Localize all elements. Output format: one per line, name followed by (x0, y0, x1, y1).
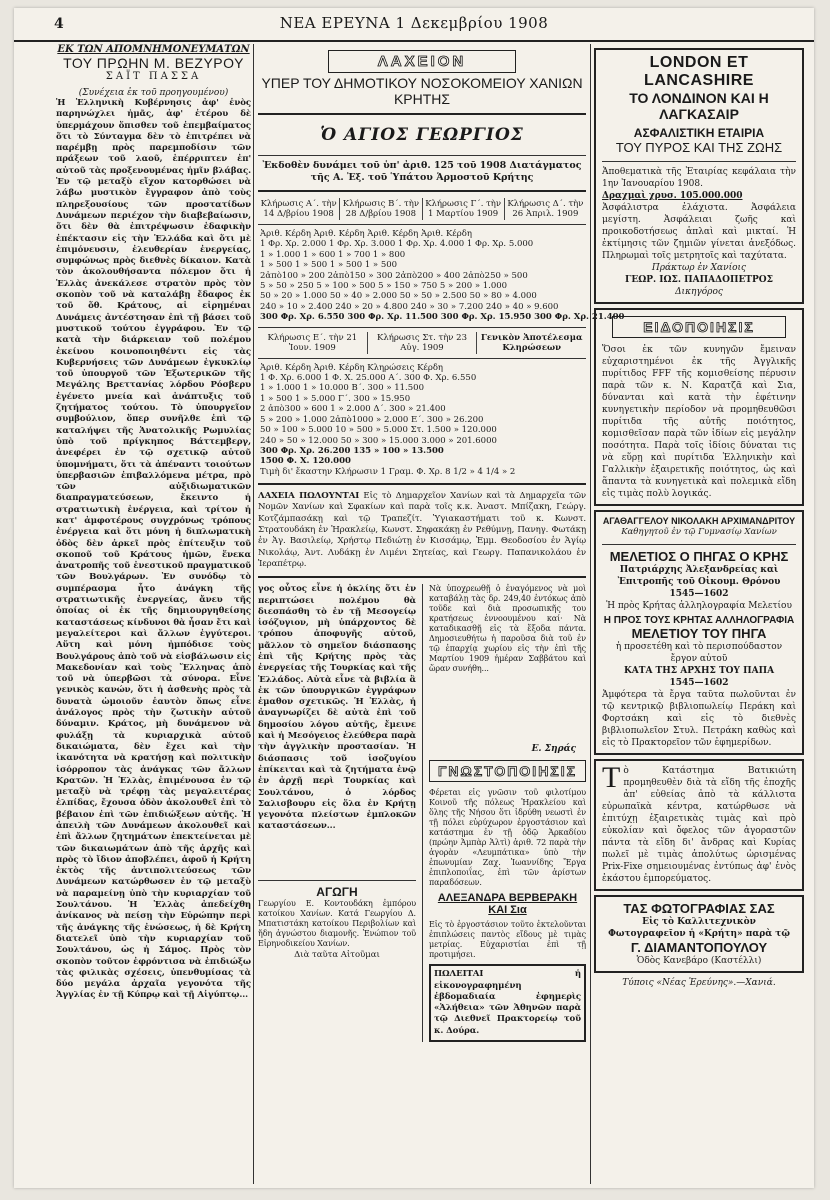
agogi-title: ΑΓΩΓΗ (316, 885, 358, 900)
newspaper-title: ΝΕΑ ΕΡΕΥΝΑ 1 Δεκεμβρίου 1908 (279, 14, 549, 32)
table-cell: 1 Φ. Χρ. 6.000 1 Φ. Χ. 25.000 Α΄. 300 Φ. Χρ. 6.550 (260, 373, 477, 384)
insurance-subtitle2: ΤΟΥ ΠΥΡΟΣ ΚΑΙ ΤΗΣ ΖΩΗΣ (615, 140, 783, 155)
table-row (258, 363, 586, 373)
masthead (14, 8, 814, 42)
divider (602, 544, 796, 545)
lottery-box-title: ΛΑΧΕΙΟΝ (328, 50, 516, 73)
divider (258, 358, 586, 359)
table-row (258, 467, 586, 477)
table-row (258, 239, 626, 249)
table-row (258, 404, 586, 414)
agogi-text: Γεωργίου Ε. Κοντουδάκη ἐμπόρου κατοίκου Χανίων. Κατά Γεωργίου Δ. Μπατιστάκη κατοίκου Περιβολίων καὶ ἤδη ἀγνώστου διαμονῆς. Ἐνώπιον τοῦ Εἰρηνοδικείου Χανίων. (258, 899, 416, 949)
table-row (258, 302, 626, 312)
book2-head: Η ΠΡΟΣ ΤΟΥΣ ΚΡΗΤΑΣ ΑΛΛΗΛΟΓΡΑΦΙΑ (603, 615, 795, 626)
column-ads (594, 44, 804, 1184)
lottery-decree: Ἐκδοθὲν δυνάμει τοῦ ὑπ' ἀριθ. 125 τοῦ 1908 Διατάγματος τῆς Α. Ἐξ. τοῦ Ὑπάτου Ἁρμοστοῦ Κρήτης (262, 160, 582, 183)
table-cell: 300 Φρ. Χρ. 6.550 300 Φρ. Χρ. 11.500 300 Φρ. Χρ. 15.950 300 Φρ. Χρ. 21.400 (260, 312, 625, 323)
weekly-box (429, 964, 586, 1042)
sellers-text: Εἰς τὸ Δημαρχεῖον Χανίων καὶ τὰ Δημαρχεῖα τῶν Νομῶν Χανίων καὶ Σφακίων καὶ παρὰ τοῖς κ.κ. Ἀναστ. Μπίζακη, Γεώργ. Κοτζάμπασάκῃ καὶ τῷ Τραπεζίτ. Ὑγιακαστήματι τοῦ κ. Κωνστ. Στρατουδάκη ἐν Ἡρακλείῳ, Κωνστ. Σηφακάκῃ ἐν Ρεθύμνῃ, Πανηγ. Φωτάκῃ ἐν Ἀγ. Βασιλείῳ, Χρήστῳ Πεδιώτῃ ἐν Κισσάμῳ, Ἐμμ. Θεοδοσίου ἐν Ἁγίῳ Νικολάῳ, Ἀντ. Λυδάκῃ ἐν Λιμένι Σητείας, καὶ Γεωργ. Παπανικολάου ἐν Ἱεραπέτρῳ. (258, 491, 586, 569)
book-years: 1545—1602 (669, 589, 729, 599)
gnosto-text: Φέρεται εἰς γνῶσιν τοῦ φιλοτίμου Κοινοῦ τῆς πόλεως Ἡρακλείου καὶ ὅλης τῆς Νήσου ὅτι ἰδρύθη νεωστὶ ἐν τῇ πόλει εὐρύχωρον ἐργοστάσιον καὶ κατάστημα ἐν τῇ ὁδῷ Ἀρκαδίου (πρώην Ἀμπὰρ Ἀλτὶ) ἀριθ. 72 παρὰ τὴν ἀγορὰν «Λευμπάτικα» ὑπὸ τὴν ἐπωνυμίαν Ζαχ. Ἰωαννίδης Ἔργα ἐπιπλοποιΐας, ἐπὶ τῶν ἀρίστων παραδόσεων. (428, 788, 586, 888)
dropcap: Τ (602, 761, 621, 794)
table-cell: 1 » 1.000 1 » 10.000 Β΄. 300 » 11.500 (260, 383, 424, 394)
insurance-ad (594, 48, 804, 304)
book-author: ΑΓΑΘΑΓΓΕΛΟΥ ΝΙΚΟΛΑΚΗ ΑΡΧΙΜΑΝΔΡΙΤΟΥ (602, 516, 796, 526)
table-cell: 5 » 50 » 250 5 » 100 » 500 5 » 150 » 750 5 » 200 » 1.000 (260, 281, 508, 292)
table-row (258, 436, 586, 446)
sellers-block (258, 491, 586, 570)
article-author: ΣΑΪΤ ΠΑΣΣΑ (105, 71, 202, 82)
book-ad (594, 510, 804, 755)
sellers-heading: ΛΑΧΕΙΑ ΠΩΛΟΥΝΤΑΙ (258, 491, 360, 502)
divider (258, 190, 586, 192)
inner-rule (422, 584, 423, 1042)
weekly-text: ΠΩΛΕΙΤΑΙ ἡ εἰκονογραφημένη ἑβδομαδιαία ἐφημερὶς «Ἀλήθεια» τῶν Ἀθηνῶν παρὰ τῷ Διεθνεῖ Πρακτορείῳ τοῦ κ. Δούρα. (433, 969, 581, 1036)
table-cell: 2 ἀπὸ300 » 600 1 » 2.000 Δ΄. 300 » 21.400 (260, 404, 446, 415)
book2-text: ἡ προσετέθη καὶ τὸ περισπούδαστον ἔργον αὐτοῦ (615, 642, 783, 664)
store-ad (594, 759, 804, 891)
divider (602, 161, 796, 162)
table-cell: 50 » 20 » 1.000 50 » 40 » 2.000 50 » 50 » 2.500 50 » 80 » 4.000 (260, 291, 537, 302)
table-cell: 240 » 50 » 12.000 50 » 300 » 15.000 3.000 » 201.6000 (260, 435, 497, 446)
article-kicker: ΕΚ ΤΩΝ ΑΠΟΜΝΗΜΟΝΕΥΜΑΤΩΝ (57, 44, 250, 55)
memoirs-body: Ἡ Ἑλληνικὴ Κυβέρνησις ἀφ' ἑνὸς παρηνώχλει ἡμᾶς, ἀφ' ἑτέρου δὲ ὑπερμάχουν ὅπισθεν τοῦ ἐπεμβαίματος ὅτι τὸ Σύνταγμα δὲν τὸ ἐπιτρέπει νὰ παρέμβῃ πρὸς παρεμποδίσιν τῶν πράξεων τοῦ λαοῦ, ἐπέρριπτεν ἐπ' αὐτοῦ τὰς προξενουμένας ἡμῖν βλάβας. Ἐν τῷ μεταξὺ εἴχον κατορθώσει νὰ λάβω μυστικὸν ἔγγραφον ἀπὸ τοὺς πληρεξουσίους τῶν προστατίδων Δυνάμεων περιέχον τὴν διαβεβαίωσιν, ὅτι δὲν θὰ ἐπιτρέψωσιν ἐδαφικὴν ἐπέκτασιν εἰς τὴν Ἑλλάδα καὶ ὅτι μὲ ἐπιμόνευσιν, ἐλευθερίαν ἐνεργείας, συμφώνως πρὸς διεθνὲς δίκαιον. Κατὰ τὸν ἀκολουθήσαντα πόλεμον ὅτι ἡ Ἑλλὰς ἀνεκάλεσε στρατὸν πρὸς τὸν σκοπὸν τοῦ νὰ καταλάβῃ ἔδαφος ἐκ τοῦ ὅθ. Κράτους, αἱ εἰρημέναι Δυνάμεις ἀντέστησαν ἐπὶ τῇ βάσει τοῦ μυστικοῦ τούτου ἐγγράφου. Ἐν τῷ κατὰ τὴν διάρκειαν τοῦ πολέμου ἐκείνου κοινοποιηθέντι εἰς τὰς Κυβερνήσεις τῶν Δυνάμεων ἐγκυκλίῳ τοῦ ὑπουργοῦ τῶν Ἐξωτερικῶν τῆς Μεγάλης Βρεττανίας λόρδου Ρόσβερυ ἐγένετο μνεία καὶ ἀνάπτυξις τοῦ ζητήματος τούτου. Τὸ ὑπουργεῖον συμβούλιον, ὅπερ συνῆλθε ἐπὶ τῷ καταλήψει τῆς Ἀνατολικῆς Ρωμυλίας ὑπὸ τοῦ πρίγκηπος Βάττεμβεργ, ἀνεφέρει ἐν τῷ σχετικῷ αὐτοῦ ὑπομνήματι, ὅτι τὰ ἀπέναντι τοιούτων ὑπερβασιῶν ἐπιβαλλόμενα μέτρα, πρὸ τῶν αὐξιδιωματικῶν διαπραγματεύσεων, ἔκειντο ἡ στρατιωτικὴ ἐνέργεια, καὶ τρίτον ἡ κατ' ἀμφοτέρους συγχρόνως τρόπους ἐνέργεια καὶ ὅτι μόνη ἡ διπλωματικὴ ὁδὸς δὲν ἀρκεῖ πρὸς ἐπίτευξιν τοῦ σκοποῦ τοῦ Κράτους ἡμῶν, ἕνεκα ἀνατροπῆς τοῦ ἐνεστικοῦ πραγματικοῦ τῶν Βουλγάρων. Ἐν συνόδῳ τὸ συμπέρασμα ἦτο ἀνάγκη τῆς στρατιωτικῆς ἐνεργείας, ἄνευ τῆς ὁποίας οἱ ἐκ τῆς δημιουργηθείσης καταστάσεως κίνδυνοι θὰ ἦσαν ἔτι καὶ μεγαλείτεροι καὶ ἄλλων ἐγγύτεροι. Αὕτη καὶ μόνη ἠμπόδισε τοὺς Βουλγάρους ἀπὸ τοῦ νὰ εἰσβάλωσιν εἰς Μακεδονίαν καὶ τοὺς Ἕλληνας ἀπὸ τοῦ νὰ ὑπερβῶσι τὰ σύνορα. Εἶνε γενικὸς κανών, ὅτι ἡ ἀσθενὴς πρὸς τὰ δυνατὰ ὡμοιοῦν ἑαυτὸν ὅπως εἶνε ἀνάλογος πρὸς τὴν ζωτικὴν αὐτοῦ δύναμιν. Κράτος, μὴ δυνάμενον νὰ φυλάξῃ τὰ κυριαρχικὰ αὐτοῦ δικαιώματα, δὲν ἔχει καὶ τὴν ἱκανότητα νὰ κρατήσῃ καὶ πολιτικὴν ἰσόρροπον τὰς ἀνάγκας τῶν ἄλλων Κρατῶν. Ἡ Ἑλλὰς, ἐπιμένουσα ἐν τῷ μεταξὺ νὰ τρέφῃ τὰς μεγαλειτέρας ἐλπίδας, ἔχουσα ὁδὸν ἀκολουθεῖ ἐπὶ τὸ βέβαιον ἐπὶ τῶν ἐπιδιώξεων αὐτῆς. Ἡ ἀπειλὴ τῶν Δυνάμεων ἀκολουθεῖ καὶ ἐπὶ ἄλλων ζητημάτων ἐπεκτείνεται μὲ τῶν δικαιωμάτων ἀπὸ τῆς ἀρχῆς καὶ πρὸς τὸ ἴδιον ἀποβλέπει, ἀφοῦ ἡ Κρήτη ἐκτὸς τῆς ἀντιπολιτεύσεως τῶν Δυνάμεων κατώρθωσεν ἐν τῷ μεταξὺ νὰ παραμείνῃ ὑπὸ τὴν κυριαρχίαν τοῦ Σουλτάνου. Ἡ Ἑλλὰς ἀπεδείχθη ἀνίκανος νὰ πείσῃ τὴν Εὐρώπην περὶ τῆς ἀνάγκης τῆς ἐνώσεως, ἡ δὲ Κρήτη διατελεῖ ὑπὸ τὴν κυριαρχίαν τοῦ Σουλτάνου, ὡς ἡ Σάμος. Πρὸς τὸν σκοπὸν τοῦτον ἐφρόντισα νὰ ἐπιδιώξω τὰς φιλικὰς σχέσεις, ὑπενθυμίσας τὰ δύο μεγάλα ἀρχαῖα γεγονότα τῆς Ἀγγλίας ἐν τῇ Κύπρῳ καὶ τῇ Αἰγύπτῳ... (56, 98, 251, 1001)
insurance-agent: ΓΕΩΡ. ΙΩΣ. ΠΑΠΑΔΟΠΕΤΡΟΣ (625, 275, 773, 285)
table-cell: Ἀριθ. Κέρδη Ἀριθ. Κέρδη Κληρώσεις Κέρδη (260, 362, 444, 373)
insurance-agent-role: Δικηγόρος (675, 287, 723, 297)
book2-years: 1545—1602 (669, 678, 729, 688)
notice-ad (594, 308, 804, 506)
prize-table-1 (258, 229, 626, 323)
table-cell: 1 » 1.000 1 » 600 1 » 700 1 » 800 (260, 249, 406, 260)
table-cell: 50 » 100 » 5.000 10 » 500 » 5.000 Στ. 1.500 » 120.000 (260, 425, 497, 436)
draw-header: Κλήρωσις Β΄. τὴν 28 Δ/βρίου 1908 (339, 198, 421, 220)
table-cell: 1 Φρ. Χρ. 2.000 1 Φρ. Χρ. 3.000 1 Φρ. Χρ. 4.000 1 Φρ. Χρ. 5.000 (260, 239, 534, 250)
column-rule-left (253, 44, 254, 1184)
table-row (258, 229, 626, 239)
lower-left (258, 584, 416, 1042)
book2-title: ΜΕΛΕΤΙΟΥ ΤΟΥ ΠΗΓΑ (631, 626, 767, 641)
divider (258, 880, 416, 881)
table-cell: Τιμὴ δι' ἕκαστην Κλήρωσιν 1 Γραμ. Φ. Χρ. 8 1/2 » 4 1/4 » 2 (260, 466, 516, 477)
divider (258, 113, 586, 115)
draw-header: Κλήρωσις Ε΄. τὴν 21 Ἰουν. 1909 (267, 332, 358, 353)
draw-headers-row1 (258, 198, 586, 220)
draw-header: Κλήρωσις Α΄. τὴν 14 Δ/βρίου 1908 (260, 199, 337, 219)
table-row (258, 425, 586, 435)
insurance-amount: Δραχμαὶ χρυσ. 105.000.000 (602, 191, 743, 201)
lawsuit-text: Νὰ ὑποχρεωθῇ ὁ ἐναγόμενος νὰ μοὶ καταβάλῃ τὰς δρ. 249,40 ἐντόκως ἀπὸ τοῦδε καὶ διὰ προσωπικῆς του κρατήσεως ἐννοουμένου καί· Νὰ καταδικασθῇ εἰς τὰ ἔξοδα πάντα. Δημοσιευθήτω ἡ παροῦσα διὰ τοῦ ἐν τῷ ἐπαρχίᾳ χωρίου εἰς τὴν ἐπὶ τῆς Μαρτίου 1909 ἡμέραν Σαββάτου καὶ ὥραν συνήθη... (428, 584, 586, 674)
column-rule-right (590, 44, 591, 1184)
alex-title: ΑΛΕΞΑΝΔΡΑ ΒΕΡΒΕΡΑΚΗ ΚΑΙ Σια (437, 892, 578, 917)
draw-header: Κλήρωσις Γ΄. τὴν 1 Μαρτίου 1909 (422, 198, 504, 220)
store-text (602, 761, 796, 885)
table-row (258, 281, 626, 291)
insurance-agent-label: Πράκτωρ ἐν Χανίοις (651, 263, 747, 273)
divider (258, 483, 586, 485)
printer-note: Τύποις «Νέας Ἐρεύνης».—Χανιά. (622, 978, 776, 988)
crete-article-text: γος οὗτος εἶνε ἡ ὀκλίης ὅτι ἐν περιπτώσει πολέμου θὰ διεσπάσθη τὸ ἐν τῇ Μεσογείῳ ἰσόζυγιον, μὴ ὑπάρχοντος δὲ τρόπου ἀποφυγῆς αὐτοῦ, μᾶλλον τὸ σημεῖον διάσπασης ἐπὶ τῆς Κρήτης πρὸς τὰς ἐνεργείας τῆς Τουρκίας καὶ τῆς Ἑλλάδος. Αὐτὰ εἶνε τὰ βιβλία ἃ ἐκ τῶν ὑπουργικῶν ἐγγράφων ἐμαθον σχετικῶς. Ἡ Ἑλλὰς, ἡ ἀναγνωρίζει δὲ αὐτὰ ἐπὶ τοῦ δημοσίου λόγου αὐτῆς, ἔμεινε καὶ ἡ Μεσόγειος ἐλεύθερα παρὰ τὴν ἀγγλικὴν προστασίαν. Ἡ διάσπασις τοῦ ἰσοζυγίου ἐπίκειται καὶ τὰ ζητήματα ἐνῷ ἐν ἀρχῇ περὶ Τουρκίας καὶ Σουλτάνου, ὁ λόρδος Σαλισβουρυ εἰς ὅλα ἐν Κρήτῃ γεγονότα πλείστων ἐμπλοκῶν καταστάσεων... (258, 584, 416, 832)
insurance-title: LONDON ET LANCASHIRE (644, 54, 754, 89)
table-row (258, 260, 626, 270)
photo-text: Εἰς τὸ Καλλιτεχνικὸν Φωτογραφεῖον ἡ «Κρήτη» παρὰ τῷ (608, 917, 790, 939)
continued-note: (Συνέχεια ἐκ τοῦ προηγουμένου) (78, 88, 229, 98)
agogi-close: Διὰ ταῦτα Αἰτοῦμαι (294, 950, 380, 961)
newspaper-page (14, 8, 814, 1188)
table-cell: 300 Φρ. Χρ. 26.200 135 » 100 » 13.500 (260, 445, 444, 456)
lawsuit-signature: Ε. Σηράς (531, 744, 576, 755)
table-row (258, 394, 586, 404)
insurance-subtitle: ΑΣΦΑΛΙΣΤΙΚΗ ΕΤΑΙΡΙΑ (633, 126, 765, 140)
divider (258, 224, 586, 225)
table-cell: 2ἀπὸ100 » 200 2ἀπὸ150 » 300 2ἀπὸ200 » 400 2ἀπὸ250 » 500 (260, 270, 528, 281)
article-headline: ΤΟΥ ΠΡΩΗΝ Μ. ΒΕΖΥΡΟΥ (63, 55, 244, 71)
draw-header: Κλήρωσις Στ. τὴν 23 Αὐγ. 1909 (367, 332, 477, 354)
lower-articles (258, 584, 586, 1042)
table-row (258, 250, 626, 260)
table-cell: 1 » 500 1 » 500 1 » 500 1 » 500 (260, 260, 398, 271)
book-text: Ἡ πρὸς Κρήτας ἀλληλογραφία Μελετίου (606, 601, 792, 611)
divider (258, 327, 586, 328)
book-subtitle: Πατριάρχης Ἀλεξανδρείας καὶ Ἐπιτροπῆς τοῦ Οἰκουμ. Θρόνου (617, 565, 781, 587)
lottery-heading: ΥΠΕΡ ΤΟΥ ΔΗΜΟΤΙΚΟΥ ΝΟΣΟΚΟΜΕΙΟΥ ΧΑΝΙΩΝ ΚΡΗΤΗΣ (261, 75, 583, 107)
book-author-role: Καθηγητοῦ ἐν τῷ Γυμνασίῳ Χανίων (621, 527, 777, 537)
draw-header: Γενικὸν Ἀποτέλεσμα Κληρώσεων (476, 332, 586, 354)
photo-title: ΤΑΣ ΦΩΤΟΓΡΑΦΙΑΣ ΣΑΣ (623, 901, 775, 916)
photo-ad (594, 895, 804, 973)
column-lottery (258, 44, 625, 1184)
table-row (258, 271, 626, 281)
draw-header: Κλήρωσις Δ΄. τὴν 26 Ἀπριλ. 1909 (504, 198, 586, 220)
draw-headers-row2 (258, 332, 586, 354)
table-cell: 240 » 10 » 2.400 240 » 20 » 4.800 240 » 30 » 7.200 240 » 40 » 9.600 (260, 301, 559, 312)
gnosto-title: ΓΝΩΣΤΟΠΟΙΗΣΙΣ (429, 760, 586, 782)
lottery-name: Ὁ ΑΓΙΟΣ ΓΕΩΡΓΙΟΣ (320, 125, 524, 145)
table-cell: 5 » 200 » 1.000 2ἀπὸ1000 » 2.000 Ε΄. 300 » 26.200 (260, 414, 484, 425)
notice-text: Ὅσοι ἐκ τῶν κυνηγῶν ἔμειναν εὐχαριστημένοι ἐκ τῆς Ἀγγλικῆς πυρίτιδος FFF τῆς κομισθείσης πέρυσιν παρὰ τῶν κ. Ν. Καρατζᾶ καὶ Σια, δύνανται καὶ κατὰ τὴν ἐφέτινην κυνηγετικὴν περίοδον νὰ προμηθευθῶσι πυρίτιδα τῆς αὐτῆς ποιότητος, κομισθεῖσαν παρὰ τῶν ἰδίων εἰς μεγάλην ποσότητα. Παρὰ τοῖς ἰδίοις δύναται τις νὰ εὕρῃ καὶ πυρίτιδα Ἑλληνικὴν καὶ Γαλλικὴν ἐξαιρετικῆς ποιότητος, ὡς καὶ ἅπαντα τὰ κυνηγετικὰ καὶ πολεμικὰ εἴδη εἰς τιμὰς πολὺ λογικάς. (602, 345, 796, 499)
store-body: ὸ Κατάστημα Βατικιώτη προμηθευθὲν διὰ τὰ εἴδη τῆς ἐποχῆς ἀπ' εὐθείας ἀπὸ τὰ κάλλιστα εὐρωπαϊκὰ κέντρα, κατώρθωσε νὰ ἐπιτύχῃ ἐξαιρετικὰς τιμὰς καὶ πρὸ εὐκολίαν καὶ ὄφελος τῶν ἀγοραστῶν πάντα τὰ εἴδη δι' ἄνδρας καὶ Κυρίας πωλεῖ μὲ τιμὰς ἀπολύτως ὡρισμένας Prix-Fixe σημειουμένας ἐντύπως ἀφ' ἑνὸς ἑκάστου ἐμπορεύματος. (602, 766, 796, 884)
photo-name: Γ. ΔΙΑΜΑΝΤΟΠΟΥΛΟΥ (630, 940, 768, 955)
table-cell: 1 » 500 1 » 5.000 Γ΄. 300 » 15.950 (260, 393, 411, 404)
insurance-text2: Ἀσφάλιστρα ἐλάχιστα. Ἀσφάλεια μεγίστη. Ἀσφάλειαι ζωῆς καὶ προικοδοτήσεως ἁπλαὶ καὶ μικταί. Ἡ ἐκτίμησις τῶν ζημιῶν γίνεται ἀνεξόδως. Πληρωμαὶ τοῖς μετρητοῖς καὶ ταχύτατα. (602, 203, 796, 261)
alex-text: Εἰς τὸ ἐργοστάσιον τοῦτο ἐκτελοῦνται ἐπιπλώσεις παντὸς εἴδους μὲ τιμὰς μετρίας. Εὐχαριστίαι ἐπὶ τῇ προτιμήσει. (428, 920, 586, 960)
table-row (258, 415, 586, 425)
column-memoirs (56, 44, 251, 1184)
insurance-title-greek: ΤΟ ΛΟΝΔΙΝΟΝ ΚΑΙ Η ΛΑΓΚΑΣΑΙΡ (629, 90, 769, 122)
table-row (258, 312, 626, 322)
divider (258, 155, 586, 156)
table-row (258, 373, 586, 383)
book2-text2: Ἀμφότερα τὰ ἔργα ταῦτα πωλοῦνται ἐν τῷ κεντρικῷ βιβλιοπωλείῳ Περάκη καὶ Φορτσάκη καὶ εἰς τὸ διεθνὲς βιβλιοπωλεῖον Στυλ. Πετράκη καθὼς καὶ εἰς τὸ Πρακτορεῖον τῶν ἐφημερίδων. (602, 690, 796, 748)
table-cell: Ἀριθ. Κέρδη Ἀριθ. Κέρδη Ἀριθ. Κέρδη Ἀριθ. Κέρδη (260, 229, 472, 239)
prize-table-2 (258, 363, 586, 477)
lower-right (429, 584, 586, 1042)
table-cell: 1500 Φ. Χ. 120.000 (260, 456, 351, 467)
table-row (258, 446, 586, 456)
book2-subtitle: ΚΑΤΑ ΤΗΣ ΑΡΧΗΣ ΤΟΥ ΠΑΠΑ (623, 666, 775, 676)
table-row (258, 383, 586, 393)
insurance-text: Ἀποθεματικὰ τῆς Ἑταιρίας κεφάλαια τὴν 1ην Ἰανουαρίου 1908. (602, 167, 796, 189)
table-row (258, 456, 586, 466)
book-title: ΜΕΛΕΤΙΟΣ Ο ΠΗΓΑΣ Ο ΚΡΗΣ (609, 549, 789, 564)
photo-address: Ὁδὸς Κανεβάρο (Καστέλλι) (636, 956, 762, 966)
notice-title: ΕΙΔΟΠΟΙΗΣΙΣ (612, 316, 786, 338)
table-row (258, 291, 626, 301)
page-number: 4 (54, 16, 64, 32)
divider (258, 576, 586, 578)
